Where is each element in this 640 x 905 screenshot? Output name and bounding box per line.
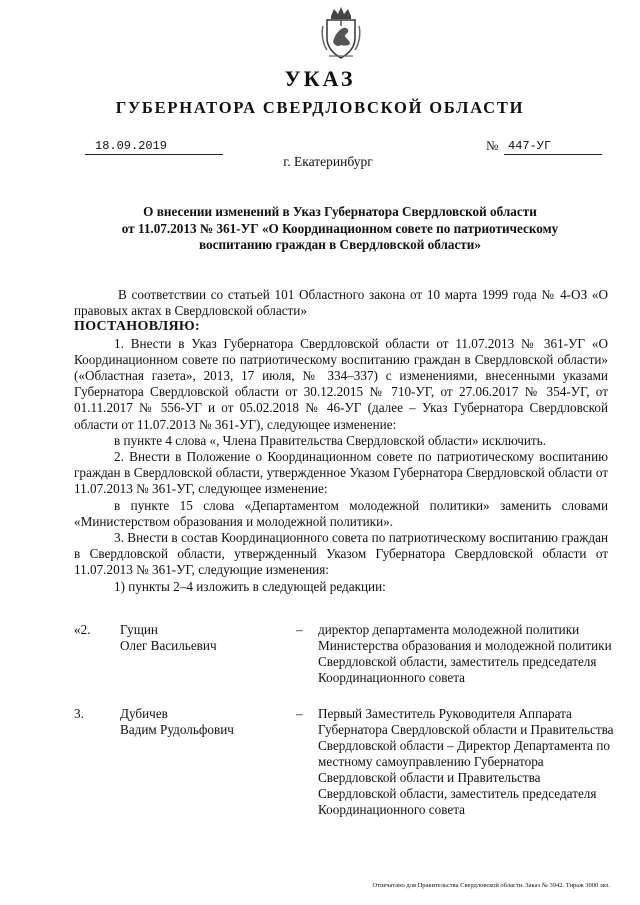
print-note: Отпечатано для Правительства Свердловской области. Заказ № 3942. Тираж 3000 экз. <box>372 882 610 889</box>
member-given-names: Олег Васильевич <box>120 638 217 653</box>
document-heading <box>100 204 580 254</box>
paragraph-preamble: В соответствии со статьей 101 Областного закона от 10 марта 1999 года № 4-ОЗ «О правовых актах в Свердловской области» <box>74 287 608 319</box>
member-dash: – <box>296 706 303 721</box>
member-surname: Дубичев <box>120 706 168 721</box>
paragraph-decree-word: ПОСТАНОВЛЯЮ: <box>74 319 200 335</box>
number-sign: № <box>486 138 499 153</box>
paragraph-item-3: 3. Внести в состав Координационного совета по патриотическому воспитанию граждан в Свердловской области, утвержденный Указом Губернатора Свердловской области от 11.07.2013 № 361-УГ, следующие изменения: <box>74 530 608 578</box>
member-dash: – <box>296 622 303 637</box>
document-number: 447-УГ <box>504 138 602 155</box>
city-name: г. Екатеринбург <box>283 154 373 169</box>
paragraph-item-2-change: в пункте 15 слова «Департаментом молодежной политики» заменить словами «Министерством образования и молодежной политики». <box>74 497 608 529</box>
document-heading-line: от 11.07.2013 № 361-УГ «О Координационном совете по патриотическому <box>121 220 559 236</box>
document-type-title: УКАЗ <box>284 66 356 91</box>
paragraph-item-3-sub-1: 1) пункты 2–4 изложить в следующей редакции: <box>114 578 386 594</box>
document-date: 18.09.2019 <box>85 138 223 155</box>
member-number: 3. <box>74 706 84 721</box>
member-role: Первый Заместитель Руководителя Аппарата Губернатора Свердловской области и Правительства Свердловской области – Директор Департамента по местному самоуправлению Губернатора Свердловской области и Правительства Свердловской области, заместитель председателя Координационного совета <box>318 706 614 817</box>
member-given-names: Вадим Рудольфович <box>120 722 234 737</box>
member-name <box>120 706 320 738</box>
member-role: директор департамента молодежной политики Министерства образования и молодежной политики Свердловской области, заместитель председателя Координационного совета <box>318 622 612 685</box>
paragraph-item-2: 2. Внести в Положение о Координационном совете по патриотическому воспитанию граждан в Свердловской области, утвержденное Указом Губернатора Свердловской области от 11.07.2013 № 361-УГ, следующее изменение: <box>74 449 608 497</box>
document-heading-line: О внесении изменений в Указ Губернатора Свердловской области <box>143 204 537 219</box>
member-surname: Гущин <box>120 622 158 637</box>
coat-of-arms-icon <box>319 6 363 60</box>
document-heading-line: воспитанию граждан в Свердловской области» <box>199 237 481 252</box>
issuer-title: ГУБЕРНАТОРА СВЕРДЛОВСКОЙ ОБЛАСТИ <box>115 98 525 117</box>
paragraph-item-1-change: в пункте 4 слова «, Члена Правительства Свердловской области» исключить. <box>114 432 546 448</box>
member-name <box>120 622 320 654</box>
document-body <box>74 287 608 595</box>
paragraph-item-1: 1. Внести в Указ Губернатора Свердловской области от 11.07.2013 № 361-УГ «О Координационном совете по патриотическому воспитанию граждан в Свердловской области» («Областная газета», 2013, 17 июля, № 334–337) с изменениями, внесенными указами Губернатора Свердловской области от 30.12.2015 № 710-УГ, от 27.06.2017 № 354-УГ, от 01.11.2017 № 556-УГ и от 05.02.2018 № 46-УГ (далее – Указ Губернатора Свердловской области от 11.07.2013 № 361-УГ), следующее изменение: <box>74 335 608 432</box>
member-number: «2. <box>74 622 91 637</box>
